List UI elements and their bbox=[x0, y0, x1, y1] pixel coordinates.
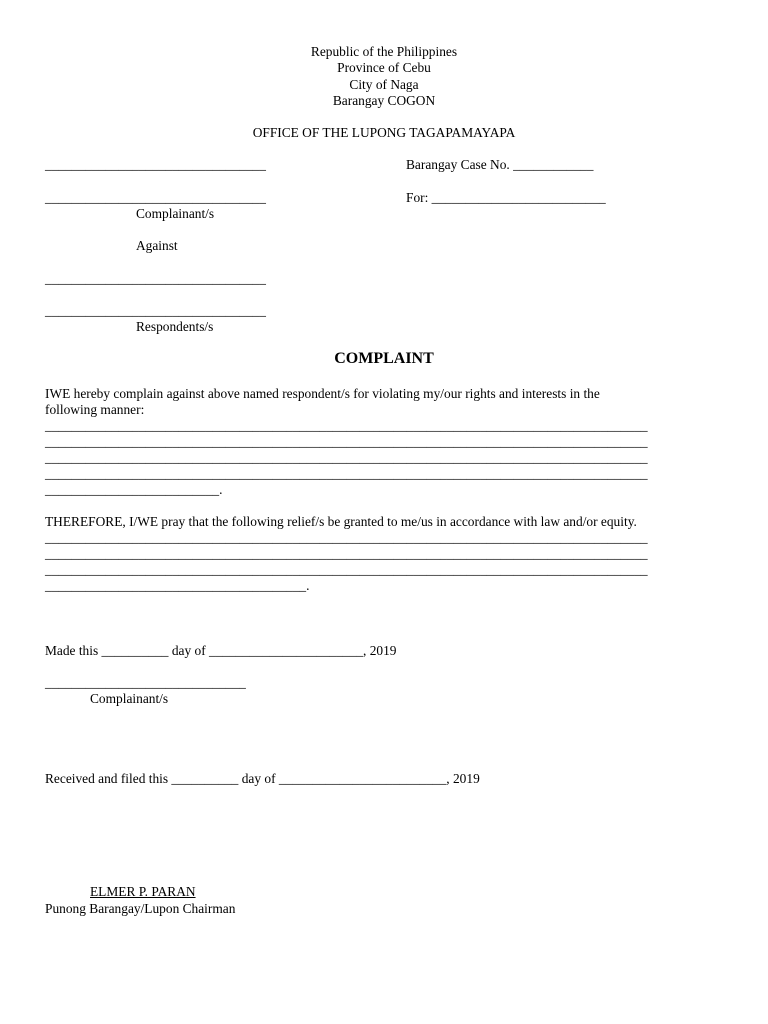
complainant-signature-label: Complainant/s bbox=[90, 691, 169, 706]
chairman-name: ELMER P. PARAN bbox=[90, 884, 196, 899]
complainant-label: Complainant/s bbox=[136, 206, 215, 221]
for-field: For: __________________________ bbox=[406, 190, 606, 205]
relief-blank-line: __________________________________________________________________________________________ bbox=[45, 530, 648, 545]
chairman-title: Punong Barangay/Lupon Chairman bbox=[45, 901, 236, 916]
relief-blank-line-end: _______________________________________. bbox=[45, 578, 310, 593]
respondent-line-2: _________________________________ bbox=[45, 303, 266, 318]
case-number-field: Barangay Case No. ____________ bbox=[406, 157, 594, 172]
relief-intro: THEREFORE, I/WE pray that the following relief/s be granted to me/us in accordance with law and/or equity. bbox=[45, 514, 637, 529]
complaint-blank-line: __________________________________________________________________________________________ bbox=[45, 434, 648, 449]
complainant-line-1: _________________________________ bbox=[45, 157, 266, 172]
respondent-label: Respondents/s bbox=[136, 319, 214, 334]
complaint-intro-line-1: IWE hereby complain against above named respondent/s for violating my/our rights and interests in the bbox=[45, 386, 600, 401]
office-title: OFFICE OF THE LUPONG TAGAPAMAYAPA bbox=[252, 125, 516, 140]
received-filed-line: Received and filed this __________ day of _________________________, 2019 bbox=[45, 771, 480, 786]
complaint-title: COMPLAINT bbox=[334, 350, 434, 367]
header-republic: Republic of the Philippines bbox=[310, 44, 458, 59]
complaint-blank-line: __________________________________________________________________________________________ bbox=[45, 418, 648, 433]
header-province: Province of Cebu bbox=[337, 60, 431, 75]
relief-blank-line: __________________________________________________________________________________________ bbox=[45, 562, 648, 577]
complaint-blank-line: __________________________________________________________________________________________ bbox=[45, 466, 648, 481]
complaint-blank-line-end: __________________________. bbox=[45, 482, 223, 497]
header-barangay: Barangay COGON bbox=[332, 93, 436, 108]
complainant-line-2: _________________________________ bbox=[45, 190, 266, 205]
complaint-intro-line-2: following manner: bbox=[45, 402, 145, 417]
complaint-blank-line: __________________________________________________________________________________________ bbox=[45, 450, 648, 465]
respondent-line-1: _________________________________ bbox=[45, 271, 266, 286]
header-city: City of Naga bbox=[349, 77, 419, 92]
relief-blank-line: __________________________________________________________________________________________ bbox=[45, 546, 648, 561]
complainant-signature-line: ______________________________ bbox=[45, 675, 246, 690]
made-this-line: Made this __________ day of _______________________, 2019 bbox=[45, 643, 397, 658]
against-label: Against bbox=[136, 238, 178, 253]
